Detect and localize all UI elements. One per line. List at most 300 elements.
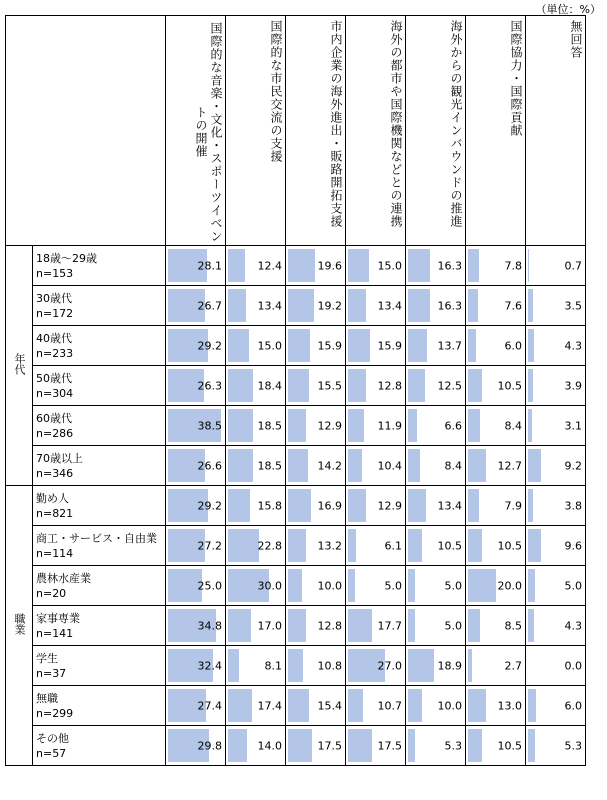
value-text: 27.2	[197, 539, 222, 552]
value-text: 12.9	[317, 419, 342, 432]
value-bar	[408, 569, 415, 602]
column-header	[346, 16, 406, 246]
value-text: 5.3	[444, 739, 462, 752]
value-cell	[526, 726, 586, 766]
value-cell	[286, 406, 346, 446]
value-cell	[286, 446, 346, 486]
value-bar	[348, 289, 366, 322]
value-text: 17.5	[377, 739, 402, 752]
value-cell	[406, 446, 466, 486]
value-text: 16.9	[317, 499, 342, 512]
value-text: 2.7	[504, 659, 522, 672]
value-text: 34.8	[197, 619, 222, 632]
value-cell	[226, 566, 286, 606]
value-cell	[346, 566, 406, 606]
value-bar	[528, 409, 532, 442]
value-bar	[468, 329, 476, 362]
value-text: 38.5	[197, 419, 222, 432]
value-cell	[526, 246, 586, 286]
column-header	[526, 16, 586, 246]
value-cell	[406, 406, 466, 446]
value-text: 18.9	[437, 659, 462, 672]
value-bar	[348, 329, 370, 362]
value-bar	[228, 529, 259, 562]
value-bar	[468, 609, 480, 642]
column-header-label: 海外からの観光インバウンドの推進	[449, 20, 463, 228]
value-text: 5.0	[384, 579, 402, 592]
value-text: 15.8	[257, 499, 282, 512]
value-text: 14.2	[317, 459, 342, 472]
value-bar	[468, 489, 479, 522]
table-row	[6, 526, 586, 566]
value-text: 29.8	[197, 739, 222, 752]
value-text: 25.0	[197, 579, 222, 592]
value-text: 8.1	[264, 659, 282, 672]
table-row	[6, 326, 586, 366]
table-row	[6, 486, 586, 526]
value-cell	[226, 446, 286, 486]
value-cell	[166, 526, 226, 566]
value-bar	[408, 529, 422, 562]
row-label	[33, 686, 166, 726]
value-bar	[528, 449, 541, 482]
value-bar	[468, 409, 480, 442]
value-bar	[348, 729, 372, 762]
value-bar	[228, 369, 253, 402]
value-bar	[468, 689, 486, 722]
value-text: 10.7	[377, 699, 402, 712]
value-bar	[408, 689, 422, 722]
row-sample-size: n=114	[36, 546, 74, 560]
value-cell	[346, 486, 406, 526]
value-text: 26.6	[197, 459, 222, 472]
value-text: 6.0	[564, 699, 582, 712]
value-bar	[288, 729, 312, 762]
value-text: 11.9	[377, 419, 402, 432]
value-text: 19.6	[317, 259, 342, 272]
value-cell	[466, 646, 526, 686]
value-cell	[346, 406, 406, 446]
value-text: 18.5	[257, 419, 282, 432]
value-text: 5.3	[564, 739, 582, 752]
header-row	[6, 16, 586, 246]
row-sample-size: n=172	[36, 306, 74, 320]
value-cell	[406, 366, 466, 406]
value-bar	[528, 489, 533, 522]
value-bar	[408, 649, 434, 682]
value-cell	[466, 686, 526, 726]
value-cell	[406, 246, 466, 286]
value-cell	[346, 366, 406, 406]
value-cell	[406, 486, 466, 526]
value-text: 7.9	[504, 499, 522, 512]
value-text: 10.0	[437, 699, 462, 712]
row-category: その他	[36, 731, 69, 745]
value-text: 20.0	[497, 579, 522, 592]
value-cell	[526, 446, 586, 486]
table-row	[6, 646, 586, 686]
value-text: 26.3	[197, 379, 222, 392]
value-text: 22.8	[257, 539, 282, 552]
value-bar	[528, 249, 529, 282]
row-category: 学生	[36, 651, 58, 665]
value-text: 15.0	[257, 339, 282, 352]
value-bar	[228, 249, 245, 282]
value-bar	[528, 609, 534, 642]
value-bar	[228, 689, 252, 722]
value-text: 3.1	[564, 419, 582, 432]
value-bar	[408, 249, 430, 282]
value-cell	[166, 246, 226, 286]
value-text: 10.5	[497, 379, 522, 392]
value-text: 6.1	[384, 539, 402, 552]
value-bar	[408, 289, 430, 322]
table-row	[6, 446, 586, 486]
value-bar	[468, 449, 486, 482]
value-text: 12.8	[377, 379, 402, 392]
value-text: 28.1	[197, 259, 222, 272]
value-text: 12.4	[257, 259, 282, 272]
value-text: 15.9	[377, 339, 402, 352]
value-text: 8.5	[504, 619, 522, 632]
value-cell	[526, 606, 586, 646]
value-text: 13.4	[257, 299, 282, 312]
value-cell	[406, 566, 466, 606]
value-text: 5.0	[444, 619, 462, 632]
row-label	[33, 286, 166, 326]
value-cell	[346, 686, 406, 726]
value-cell	[346, 646, 406, 686]
row-sample-size: n=141	[36, 626, 74, 640]
row-sample-size: n=821	[36, 506, 74, 520]
value-cell	[226, 486, 286, 526]
value-text: 9.2	[564, 459, 582, 472]
column-header	[166, 16, 226, 246]
value-text: 8.4	[504, 419, 522, 432]
value-cell	[286, 326, 346, 366]
value-text: 29.2	[197, 499, 222, 512]
value-text: 3.5	[564, 299, 582, 312]
value-bar	[288, 529, 306, 562]
row-label	[33, 246, 166, 286]
value-cell	[286, 686, 346, 726]
value-bar	[468, 729, 482, 762]
value-cell	[226, 286, 286, 326]
value-bar	[348, 569, 355, 602]
value-text: 5.0	[564, 579, 582, 592]
row-sample-size: n=233	[36, 346, 74, 360]
column-header	[226, 16, 286, 246]
value-cell	[526, 486, 586, 526]
value-bar	[348, 409, 364, 442]
value-bar	[228, 729, 247, 762]
value-cell	[166, 606, 226, 646]
value-bar	[288, 249, 315, 282]
value-cell	[226, 526, 286, 566]
value-text: 10.8	[317, 659, 342, 672]
value-bar	[408, 729, 415, 762]
value-cell	[406, 606, 466, 646]
row-sample-size: n=304	[36, 386, 74, 400]
table-row	[6, 726, 586, 766]
value-cell	[166, 406, 226, 446]
value-cell	[166, 286, 226, 326]
value-text: 6.6	[444, 419, 462, 432]
value-text: 10.5	[497, 739, 522, 752]
value-cell	[286, 366, 346, 406]
row-category: 商工・サービス・自由業	[36, 531, 157, 545]
row-category: 40歳代	[36, 331, 72, 345]
value-bar	[408, 609, 415, 642]
row-sample-size: n=37	[36, 666, 67, 680]
row-category: 70歳以上	[36, 451, 83, 465]
value-cell	[226, 726, 286, 766]
value-bar	[528, 289, 533, 322]
table-row	[6, 566, 586, 606]
value-text: 17.0	[257, 619, 282, 632]
value-cell	[166, 566, 226, 606]
row-label	[33, 366, 166, 406]
column-header	[466, 16, 526, 246]
value-cell	[346, 326, 406, 366]
value-bar	[288, 569, 302, 602]
column-header-label: 国際的な市民交流の支援	[269, 20, 283, 163]
value-cell	[466, 606, 526, 646]
row-label	[33, 326, 166, 366]
value-cell	[166, 486, 226, 526]
value-bar	[528, 369, 533, 402]
value-cell	[466, 366, 526, 406]
value-cell	[526, 366, 586, 406]
column-header	[286, 16, 346, 246]
group-label-text: 年代	[13, 353, 26, 375]
value-text: 17.7	[377, 619, 402, 632]
value-cell	[226, 366, 286, 406]
value-cell	[166, 686, 226, 726]
value-cell	[226, 646, 286, 686]
value-cell	[406, 726, 466, 766]
value-text: 17.5	[317, 739, 342, 752]
table-row	[6, 406, 586, 446]
value-cell	[226, 406, 286, 446]
value-cell	[466, 286, 526, 326]
value-cell	[166, 366, 226, 406]
row-label	[33, 526, 166, 566]
value-text: 29.2	[197, 339, 222, 352]
value-bar	[468, 649, 472, 682]
value-text: 27.4	[197, 699, 222, 712]
value-bar	[408, 449, 420, 482]
value-bar	[348, 449, 362, 482]
row-category: 勤め人	[36, 491, 69, 505]
value-cell	[226, 686, 286, 726]
value-cell	[406, 326, 466, 366]
value-cell	[166, 446, 226, 486]
row-label	[33, 646, 166, 686]
value-bar	[288, 689, 309, 722]
value-text: 10.5	[497, 539, 522, 552]
value-bar	[288, 649, 303, 682]
value-text: 0.0	[564, 659, 582, 672]
value-cell	[346, 286, 406, 326]
row-label	[33, 726, 166, 766]
column-header-label: 海外の都市や国際機関などとの連携	[389, 20, 403, 228]
value-bar	[408, 489, 426, 522]
value-bar	[528, 729, 535, 762]
value-cell	[286, 646, 346, 686]
value-text: 26.7	[197, 299, 222, 312]
row-category: 農林水産業	[36, 571, 91, 585]
value-bar	[408, 329, 427, 362]
value-bar	[288, 489, 311, 522]
value-text: 8.4	[444, 459, 462, 472]
value-cell	[526, 646, 586, 686]
value-cell	[286, 526, 346, 566]
value-bar	[288, 609, 306, 642]
value-bar	[288, 369, 309, 402]
row-label	[33, 566, 166, 606]
value-cell	[466, 566, 526, 606]
value-text: 12.7	[497, 459, 522, 472]
row-category: 50歳代	[36, 371, 72, 385]
column-header-label: 市内企業の海外進出・販路開拓支援	[329, 20, 343, 228]
value-text: 4.3	[564, 339, 582, 352]
row-sample-size: n=20	[36, 586, 67, 600]
data-table	[5, 15, 586, 766]
value-cell	[526, 526, 586, 566]
column-header-label: 無回答	[569, 20, 583, 59]
value-cell	[226, 606, 286, 646]
value-text: 14.0	[257, 739, 282, 752]
value-cell	[286, 726, 346, 766]
value-bar	[288, 329, 310, 362]
value-text: 3.9	[564, 379, 582, 392]
value-bar	[408, 409, 417, 442]
value-cell	[466, 326, 526, 366]
value-text: 15.4	[317, 699, 342, 712]
value-cell	[226, 326, 286, 366]
value-bar	[348, 609, 372, 642]
value-bar	[528, 569, 535, 602]
value-bar	[348, 249, 369, 282]
value-cell	[466, 246, 526, 286]
value-text: 10.4	[377, 459, 402, 472]
row-category: 60歳代	[36, 411, 72, 425]
value-text: 27.0	[377, 659, 402, 672]
value-bar	[228, 649, 239, 682]
row-sample-size: n=153	[36, 266, 74, 280]
row-category: 18歳～29歳	[36, 251, 97, 265]
row-sample-size: n=286	[36, 426, 74, 440]
value-text: 4.3	[564, 619, 582, 632]
value-text: 13.4	[437, 499, 462, 512]
value-cell	[466, 526, 526, 566]
value-bar	[228, 409, 253, 442]
value-text: 17.4	[257, 699, 282, 712]
value-bar	[468, 289, 478, 322]
row-category: 30歳代	[36, 291, 72, 305]
value-text: 12.9	[377, 499, 402, 512]
value-text: 15.0	[377, 259, 402, 272]
value-text: 15.5	[317, 379, 342, 392]
value-cell	[406, 286, 466, 326]
value-cell	[346, 606, 406, 646]
value-text: 10.0	[317, 579, 342, 592]
value-text: 18.4	[257, 379, 282, 392]
value-cell	[526, 406, 586, 446]
value-bar	[228, 489, 250, 522]
column-header-label: 国際協力・国際貢献	[509, 20, 523, 137]
value-bar	[348, 489, 366, 522]
column-header	[406, 16, 466, 246]
value-text: 7.6	[504, 299, 522, 312]
row-label	[33, 406, 166, 446]
value-cell	[526, 286, 586, 326]
value-cell	[286, 486, 346, 526]
value-text: 15.9	[317, 339, 342, 352]
value-text: 12.8	[317, 619, 342, 632]
value-text: 16.3	[437, 299, 462, 312]
group-label	[6, 246, 33, 486]
value-cell	[286, 286, 346, 326]
table-row	[6, 366, 586, 406]
value-bar	[528, 689, 536, 722]
row-label	[33, 446, 166, 486]
value-text: 5.0	[444, 579, 462, 592]
value-bar	[348, 529, 356, 562]
value-bar	[468, 249, 479, 282]
value-bar	[288, 289, 314, 322]
value-text: 16.3	[437, 259, 462, 272]
value-text: 32.4	[197, 659, 222, 672]
row-sample-size: n=346	[36, 466, 74, 480]
value-text: 10.5	[437, 539, 462, 552]
value-text: 13.0	[497, 699, 522, 712]
value-cell	[166, 646, 226, 686]
table-row	[6, 246, 586, 286]
value-cell	[226, 246, 286, 286]
row-category: 家事専業	[36, 611, 80, 625]
value-bar	[348, 369, 366, 402]
value-cell	[346, 446, 406, 486]
value-text: 7.8	[504, 259, 522, 272]
value-text: 3.8	[564, 499, 582, 512]
value-text: 13.4	[377, 299, 402, 312]
value-bar	[288, 409, 306, 442]
value-cell	[406, 526, 466, 566]
value-text: 30.0	[257, 579, 282, 592]
value-bar	[528, 329, 534, 362]
value-cell	[346, 246, 406, 286]
value-cell	[526, 326, 586, 366]
table-row	[6, 606, 586, 646]
row-label	[33, 486, 166, 526]
group-label-text: 職業	[13, 613, 26, 635]
row-sample-size: n=57	[36, 746, 67, 760]
value-text: 12.5	[437, 379, 462, 392]
value-cell	[466, 726, 526, 766]
value-cell	[166, 726, 226, 766]
row-sample-size: n=299	[36, 706, 74, 720]
value-bar	[468, 529, 482, 562]
value-cell	[466, 446, 526, 486]
row-category: 無職	[36, 691, 58, 705]
row-label	[33, 606, 166, 646]
value-cell	[406, 686, 466, 726]
value-cell	[286, 246, 346, 286]
value-cell	[466, 486, 526, 526]
value-bar	[228, 609, 251, 642]
